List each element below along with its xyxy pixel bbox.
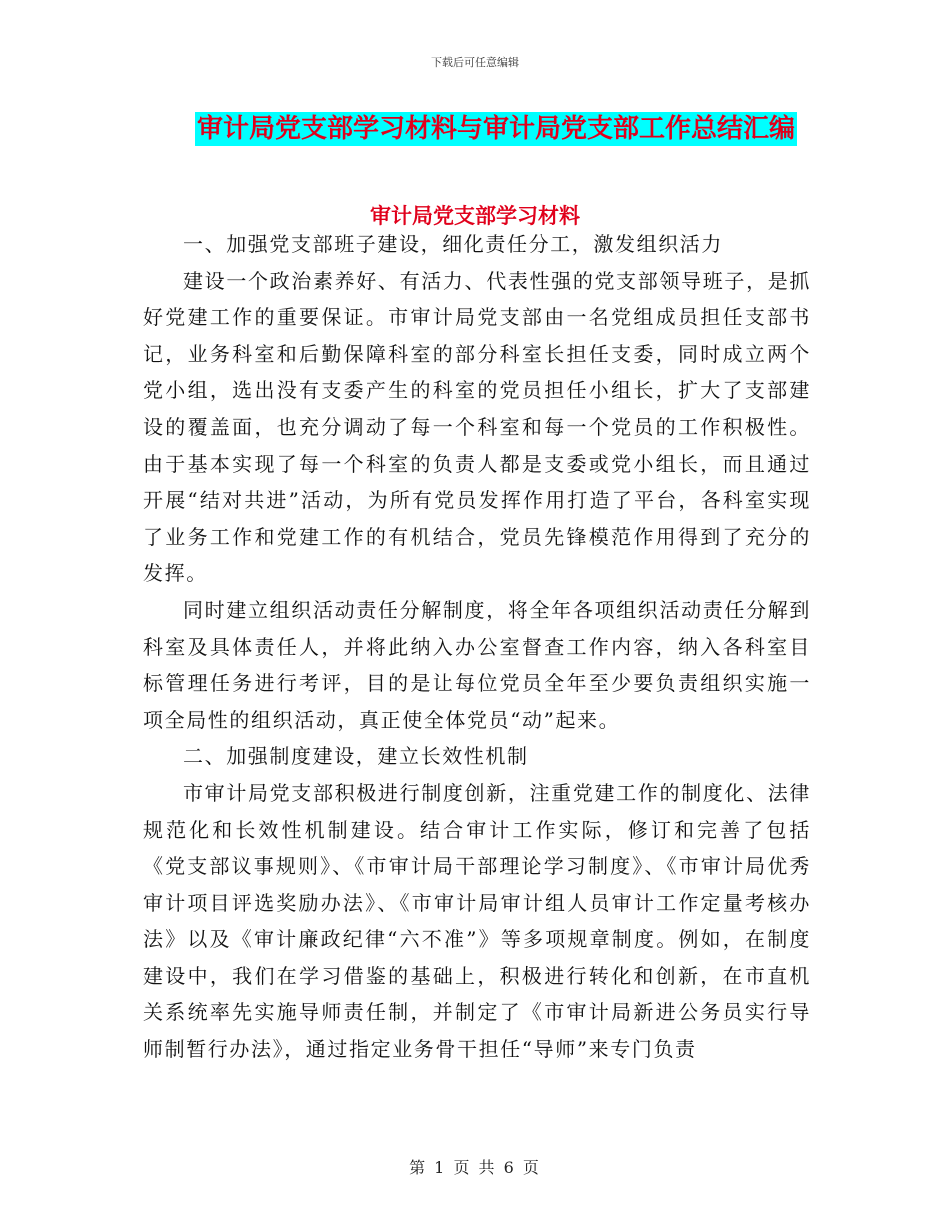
heading-2: 二、加强制度建设，建立长效性机制	[183, 744, 529, 769]
section-title: 审计局党支部学习材料	[370, 204, 580, 228]
paragraph-3: 市审计局党支部积极进行制度创新，注重党建工作的制度化、法律规范化和长效性机制建设。结合审计工作实际，修订和完善了包括《党支部议事规则》、《市审计局干部理论学习制度》、《市审计局优秀审计项目评选奖励办法》、《市审计局审计组人员审计工作定量考核办法》以及《审计廉政纪律“六不准”》等多项规章制度。例如，在制度建设中，我们在学习借鉴的基础上，积极进行转化和创新，在市直机关系统率先实施导师责任制，并制定了《市审计局新进公务员实行导师制暂行办法》，通过指定业务骨干担任“导师”来专门负责	[143, 780, 811, 1062]
header-note: 下载后可任意编辑	[431, 56, 519, 69]
page-footer: 第 1 页 共 6 页	[409, 1158, 541, 1177]
document-title: 审计局党支部学习材料与审计局党支部工作总结汇编	[197, 114, 796, 144]
heading-1: 一、加强党支部班子建设，细化责任分工，激发组织活力	[183, 232, 723, 256]
paragraph-2: 同时建立组织活动责任分解制度，将全年各项组织活动责任分解到科室及具体责任人，并将此纳入办公室督查工作内容，纳入各科室目标管理任务进行考评，目的是让每位党员全年至少要负责组织实施一项全局性的组织活动，真正使全体党员“动”起来。	[143, 597, 811, 732]
document-body	[143, 226, 811, 1068]
paragraph-1: 建设一个政治素养好、有活力、代表性强的党支部领导班子，是抓好党建工作的重要保证。市审计局党支部由一名党组成员担任支部书记，业务科室和后勤保障科室的部分科室长担任支委，同时成立两个党小组，选出没有支委产生的科室的党员担任小组长，扩大了支部建设的覆盖面，也充分调动了每一个科室和每一个党员的工作积极性。由于基本实现了每一个科室的负责人都是支委或党小组长，而且通过开展“结对共进”活动，为所有党员发挥作用打造了平台，各科室实现了业务工作和党建工作的有机结合，党员先锋模范作用得到了充分的发挥。	[143, 268, 811, 586]
